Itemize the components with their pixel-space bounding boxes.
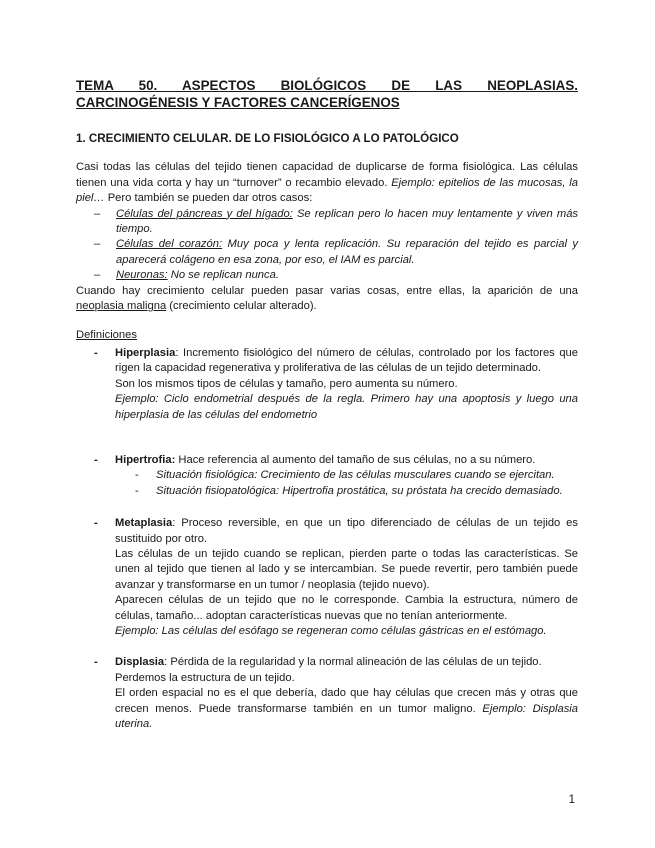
- definition-paragraph: Las células de un tejido cuando se replican, pierden parte o todas las características. Se unen al tejido que tienen al lado y se intercambian. Se puede revertir, pero también puede avanzar y transformarse en un tumor / neoplasia (tejido nuevo).: [115, 547, 578, 591]
- definition-paragraph: El orden espacial no es el que debería, dado que hay células que crecen más y otras que crecen menos. Puede transformarse también en un tumor maligno. Ejemplo: Displasia uterina.: [115, 687, 578, 730]
- list-item: - Situación fisiopatológica: Hipertrofia prostática, su próstata ha crecido demasiado.: [156, 484, 578, 499]
- list-item: – Células del páncreas y del hígado: Se replican pero lo hacen muy lentamente y viven más tiempo.: [116, 207, 578, 238]
- definition-displasia: - Displasia: Pérdida de la regularidad y la normal alineación de las células de un tejido. Perdemos la estructura de un tejido. El orden espacial no es el que debería, dado que hay células que crecen más y otras que crecen menos. Puede transformarse también en un tumor maligno. Ejemplo: Displasia uterina.: [115, 655, 578, 732]
- definition-paragraph: Aparecen células de un tejido que no le corresponde. Cambia la estructura, número de células, tamaño... adoptan características nuevas que no tenían anteriormente.: [115, 594, 578, 622]
- definitions-list: [76, 346, 578, 733]
- definition-paragraph: Perdemos la estructura de un tejido.: [115, 671, 295, 684]
- document-title-line2: CARCINOGÉNESIS Y FACTORES CANCERÍGENOS: [76, 94, 400, 110]
- intro-example: Ejemplo: epitelios de las mucosas, la piel…: [76, 176, 578, 205]
- definition-note: Son los mismos tipos de células y tamaño, pero aumenta su número.: [115, 377, 458, 390]
- document-title: TEMA 50. ASPECTOS BIOLÓGICOS DE LAS NEOPLASIAS.: [76, 78, 578, 93]
- document-page: [76, 78, 578, 747]
- section-heading: 1. CRECIMIENTO CELULAR. DE LO FISIOLÓGICO A LO PATOLÓGICO: [76, 132, 459, 145]
- page-number: 1: [568, 794, 575, 806]
- growth-paragraph: Cuando hay crecimiento celular pueden pasar varias cosas, entre ellas, la aparición de una neoplasia maligna (crecimiento celular alterado).: [76, 284, 578, 313]
- definitions-heading: Definiciones: [76, 329, 137, 342]
- list-item: – Células del corazón: Muy poca y lenta replicación. Su reparación del tejido es parcial y aparecerá colágeno en esa zona, por eso, el IAM es parcial.: [116, 237, 578, 268]
- definition-example: Ejemplo: Ciclo endometrial después de la regla. Primero hay una apoptosis y luego una hiperplasia de las células del endometrio: [115, 393, 578, 421]
- list-item: – Neuronas: No se replican nunca.: [116, 268, 578, 283]
- definition-hipertrofia: - Hipertrofia: Hace referencia al aumento del tamaño de sus células, no a su número. - Situación fisiológica: Crecimiento de las células musculares cuando se ejercitan. - Situación fisiopatológica: Hipertrofia prostática, su próstata ha crecido demasiado.: [115, 453, 578, 499]
- definition-example: Ejemplo: Displasia uterina.: [115, 702, 578, 730]
- definition-metaplasia: - Metaplasia: Proceso reversible, en que un tipo diferenciado de células de un tejido es sustituido por otro. Las células de un tejido cuando se replican, pierden parte o todas las características. Se unen al tejido que tienen al lado y se intercambian. Se puede revertir, pero también puede avanzar y transformarse en un tumor / neoplasia (tejido nuevo). Aparecen células de un tejido que no le corresponde. Cambia la estructura, número de células, tamaño... adoptan características nuevas que no tenían anteriormente. Ejemplo: Las células del esófago se regeneran como células gástricas en el estómago.: [115, 516, 578, 639]
- cases-list: [76, 207, 578, 284]
- intro-paragraph: Casi todas las células del tejido tienen capacidad de duplicarse de forma fisiológica. Las células tienen una vida corta y hay un “turnover” o recambio elevado. Ejemplo: epitelios de las mucosas, la piel… Pero también se pueden dar otros casos:: [76, 161, 578, 205]
- neoplasia-term: neoplasia maligna: [76, 300, 167, 313]
- list-item: - Situación fisiológica: Crecimiento de las células musculares cuando se ejercitan.: [156, 468, 578, 483]
- definition-example: Ejemplo: Las células del esófago se regeneran como células gástricas en el estómago.: [115, 624, 547, 637]
- hipertrofia-sublist: [115, 468, 578, 499]
- definition-hiperplasia: - Hiperplasia: Incremento fisiológico del número de células, controlado por los factores que rigen la capacidad regenerativa y proliferativa de las células de un tejido determinado. Son los mismos tipos de células y tamaño, pero aumenta su número. Ejemplo: Ciclo endometrial después de la regla. Primero hay una apoptosis y luego una hiperplasia de las células del endometrio: [115, 346, 578, 423]
